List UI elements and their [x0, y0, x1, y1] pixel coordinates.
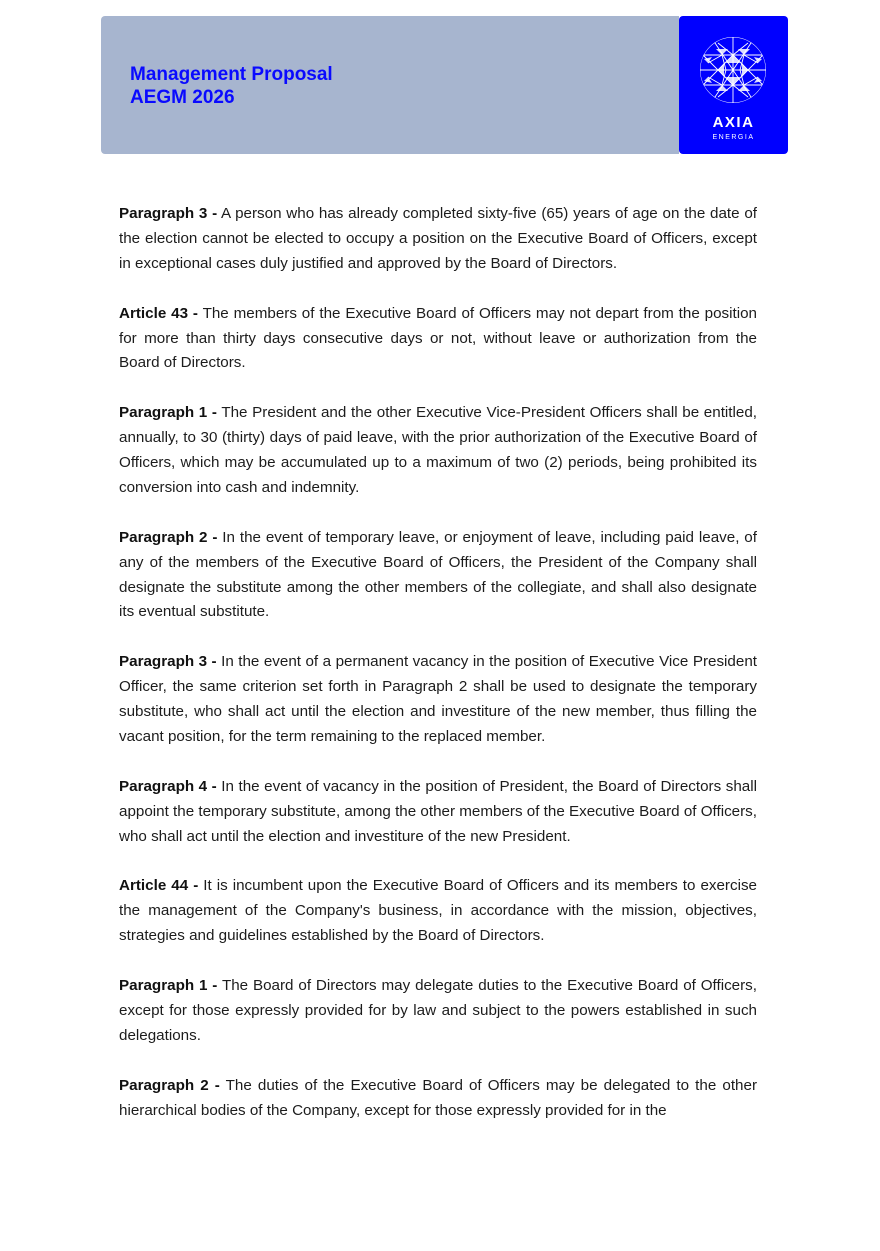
article-text: It is incumbent upon the Executive Board of Officers and its members to exercise the management of the Company's business, in accordance with the mission, objectives, strategies and guidelines established by the Board of Directors. — [119, 877, 757, 945]
paragraph-heading: Paragraph 4 - — [119, 777, 217, 795]
document-title-line-2: AEGM 2026 — [130, 87, 235, 108]
paragraph-text: A person who has already completed sixty-five (65) years of age on the date of the election cannot be elected to occupy a position on the Executive Board of Officers, except in exceptional cases duly justified and approved by the Board of Directors. — [119, 205, 757, 272]
header-banner — [101, 16, 679, 154]
paragraph — [119, 974, 757, 1049]
paragraph — [119, 775, 757, 850]
logo-subtitle: ENERGIA — [712, 134, 755, 141]
paragraph — [119, 202, 757, 277]
article-heading: Article 44 - — [119, 877, 199, 895]
article-heading: Article 43 - — [119, 304, 198, 322]
paragraph-heading: Paragraph 3 - — [119, 205, 218, 222]
article-text: The members of the Executive Board of Officers may not depart from the position for more than thirty days consecutive days or not, without leave or authorization from the Board of Directors. — [119, 304, 757, 372]
paragraph-text: The President and the other Executive Vice-President Officers shall be entitled, annually, to 30 (thirty) days of paid leave, with the prior authorization of the Executive Board of Officers, which may be accumulated up to a maximum of two (2) periods, being prohibited its conversion into cash and indemnity. — [119, 404, 757, 496]
logo-wordmark: AXIA — [712, 114, 755, 131]
document-body — [119, 202, 757, 1123]
article — [119, 874, 757, 949]
paragraph — [119, 401, 757, 501]
paragraph-text: The duties of the Executive Board of Officers may be delegated to the other hierarchical bodies of the Company, except for those expressly provided for in the — [119, 1076, 757, 1119]
paragraph-text: The Board of Directors may delegate duties to the Executive Board of Officers, except for those expressly provided for by law and subject to the powers established in such delegations. — [119, 976, 757, 1044]
paragraph-heading: Paragraph 1 - — [119, 404, 217, 422]
paragraph-heading: Paragraph 1 - — [119, 976, 218, 994]
document-title-line-1: Management Proposal — [130, 64, 333, 85]
paragraph — [119, 650, 757, 750]
paragraph — [119, 526, 757, 626]
geodesic-globe-icon — [698, 35, 768, 105]
paragraph-text: In the event of a permanent vacancy in the position of Executive Vice President Officer, the same criterion set forth in Paragraph 2 shall be used to designate the temporary substitute, who shall act until the election and investiture of the new member, thus filling the vacant position, for the term remaining to the replaced member. — [119, 653, 757, 745]
company-logo — [679, 16, 788, 154]
paragraph-heading: Paragraph 2 - — [119, 528, 218, 546]
paragraph — [119, 1074, 757, 1124]
paragraph-text: In the event of temporary leave, or enjoyment of leave, including paid leave, of any of the members of the Executive Board of Officers, the President of the Company shall designate the substitute among the other members of the collegiate, and shall also designate its eventual substitute. — [119, 528, 757, 621]
paragraph-heading: Paragraph 2 - — [119, 1076, 220, 1094]
paragraph-heading: Paragraph 3 - — [119, 653, 217, 671]
article — [119, 302, 757, 377]
paragraph-text: In the event of vacancy in the position of President, the Board of Directors shall appoint the temporary substitute, among the other members of the Executive Board of Officers, who shall act until the election and investiture of the new President. — [119, 777, 757, 845]
document-title — [130, 63, 333, 109]
